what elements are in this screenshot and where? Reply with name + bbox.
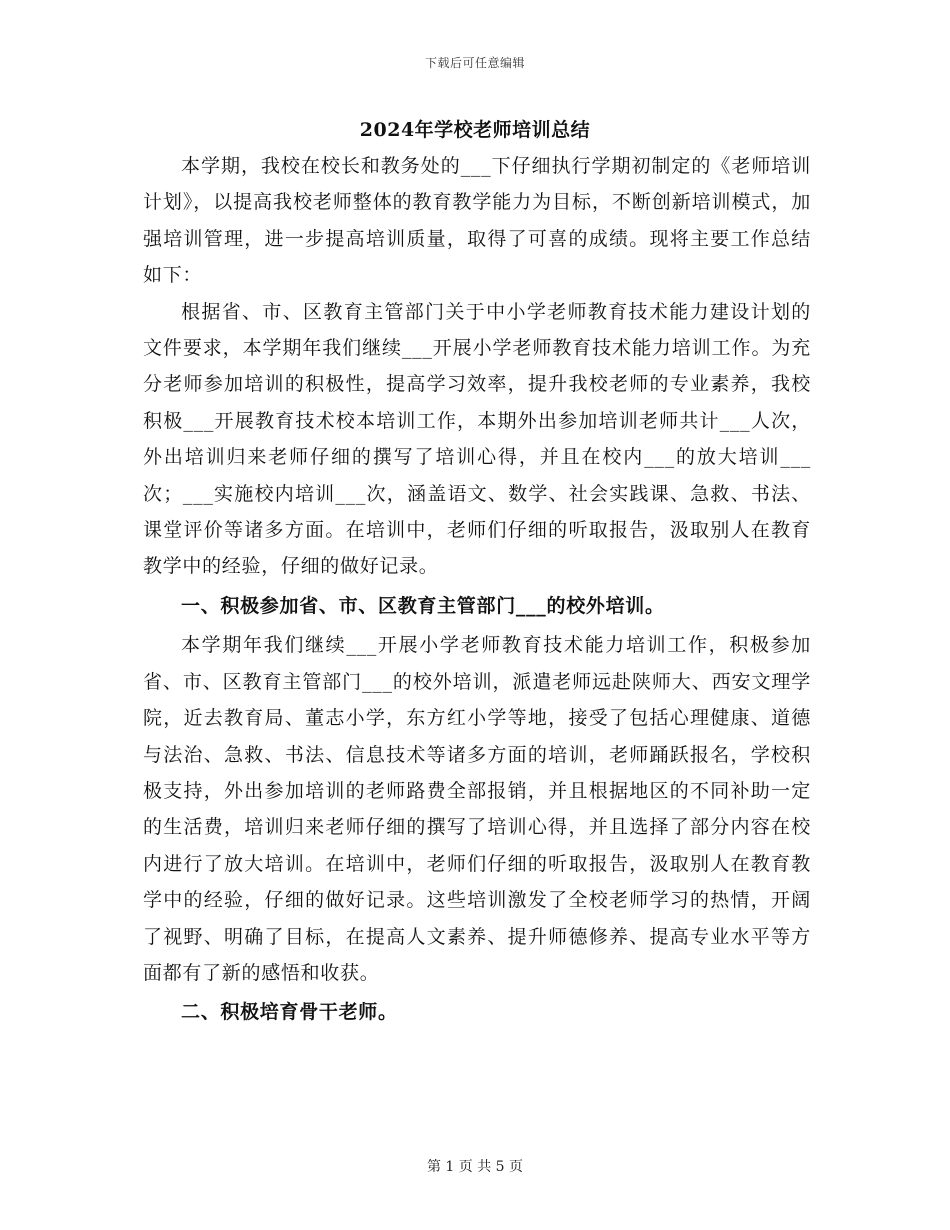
document-title: 2024年学校老师培训总结 bbox=[359, 119, 591, 141]
page-indicator: 第 1 页 共 5 页 bbox=[426, 1159, 524, 1175]
intro-paragraph: 本学期，我校在校长和教务处的___下仔细执行学期初制定的《老师培训计划》，以提高我校老师整体的教育教学能力为目标，不断创新培训模式，加强培训管理，进一步提高培训质量，取得了可喜的成绩。现将主要工作总结如下： bbox=[143, 155, 811, 287]
overview-paragraph: 根据省、市、区教育主管部门关于中小学老师教育技术能力建设计划的文件要求，本学期年我们继续___开展小学老师教育技术能力培训工作。为充分老师参加培训的积极性，提高学习效率，提升我校老师的专业素养，我校积极___开展教育技术校本培训工作，本期外出参加培训老师共计___人次，外出培训归来老师仔细的撰写了培训心得，并且在校内___的放大培训___次；___实施校内培训___次，涵盖语文、数学、社会实践课、急救、书法、课堂评价等诸多方面。在培训中，老师们仔细的听取报告，汲取别人在教育教学中的经验，仔细的做好记录。 bbox=[143, 300, 811, 578]
section-1-heading: 一、积极参加省、市、区教育主管部门___的校外培训。 bbox=[181, 594, 665, 617]
section-1-paragraph: 本学期年我们继续___开展小学老师教育技术能力培训工作，积极参加省、市、区教育主管部门___的校外培训，派遣老师远赴陕师大、西安文理学院，近去教育局、董志小学，东方红小学等地，接受了包括心理健康、道德与法治、急救、书法、信息技术等诸多方面的培训，老师踊跃报名，学校积极支持，外出参加培训的老师路费全部报销，并且根据地区的不同补助一定的生活费，培训归来老师仔细的撰写了培训心得，并且选择了部分内容在校内进行了放大培训。在培训中，老师们仔细的听取报告，汲取别人在教育教学中的经验，仔细的做好记录。这些培训激发了全校老师学习的热情，开阔了视野、明确了目标，在提高人文素养、提升师德修养、提高专业水平等方面都有了新的感悟和收获。 bbox=[143, 634, 811, 984]
document-body bbox=[143, 148, 811, 1034]
section-2-heading: 二、积极培育骨干老师。 bbox=[181, 1001, 398, 1024]
header-note: 下载后可任意编辑 bbox=[424, 56, 525, 70]
